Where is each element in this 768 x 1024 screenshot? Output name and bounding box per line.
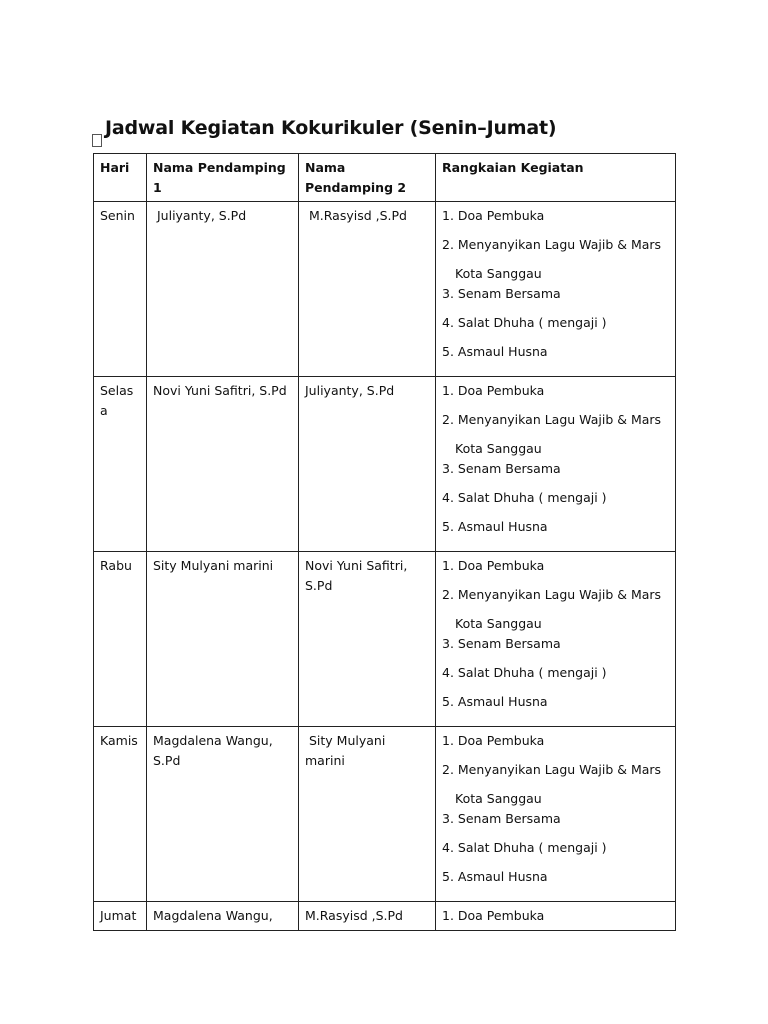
table-row — [94, 377, 676, 552]
companion-2-cell: M.Rasyisd ,S.Pd — [299, 202, 436, 377]
activity-item: 3. Senam Bersama — [442, 811, 561, 826]
activity-list — [442, 906, 669, 926]
activity-item: 1. Doa Pembuka — [442, 558, 545, 573]
day-cell: Senin — [94, 202, 147, 377]
unknown-glyph-icon — [92, 134, 102, 147]
activity-item: 2. Menyanyikan Lagu Wajib & Mars Kota Sanggau — [442, 762, 662, 806]
activity-item: 5. Asmaul Husna — [442, 694, 548, 709]
activity-item: 3. Senam Bersama — [442, 286, 561, 301]
companion-2-cell: M.Rasyisd ,S.Pd — [299, 902, 436, 931]
table-row — [94, 552, 676, 727]
activities-cell — [436, 727, 676, 902]
activity-item: 4. Salat Dhuha ( mengaji ) — [442, 490, 607, 505]
schedule-table — [93, 153, 676, 931]
header-activities: Rangkaian Kegiatan — [436, 154, 676, 202]
activity-item: 2. Menyanyikan Lagu Wajib & Mars Kota Sanggau — [442, 237, 662, 281]
companion-2-cell: Sity Mulyani marini — [299, 727, 436, 902]
title-text: Jadwal Kegiatan Kokurikuler (Senin–Jumat) — [105, 117, 557, 139]
activity-item: 4. Salat Dhuha ( mengaji ) — [442, 315, 607, 330]
header-day: Hari — [94, 154, 147, 202]
companion-1-cell: Sity Mulyani marini — [147, 552, 299, 727]
page-title — [92, 117, 556, 147]
activity-item: 2. Menyanyikan Lagu Wajib & Mars Kota Sanggau — [442, 412, 662, 456]
activity-item: 1. Doa Pembuka — [442, 383, 545, 398]
activity-item: 3. Senam Bersama — [442, 636, 561, 651]
activity-item: 1. Doa Pembuka — [442, 733, 545, 748]
companion-1-cell: Magdalena Wangu, S.Pd — [147, 727, 299, 902]
activity-item: 5. Asmaul Husna — [442, 869, 548, 884]
companion-2-cell: Novi Yuni Safitri, S.Pd — [299, 552, 436, 727]
day-cell: Selasa — [94, 377, 147, 552]
activity-item: 1. Doa Pembuka — [442, 908, 545, 923]
activity-list — [442, 381, 669, 546]
activity-list — [442, 731, 669, 896]
companion-1-cell: Novi Yuni Safitri, S.Pd — [147, 377, 299, 552]
day-cell: Jumat — [94, 902, 147, 931]
activity-item: 2. Menyanyikan Lagu Wajib & Mars Kota Sanggau — [442, 587, 662, 631]
table-header-row — [94, 154, 676, 202]
day-cell: Rabu — [94, 552, 147, 727]
activities-cell — [436, 377, 676, 552]
activities-cell — [436, 902, 676, 931]
day-cell: Kamis — [94, 727, 147, 902]
activity-item: 1. Doa Pembuka — [442, 208, 545, 223]
header-companion-2: Nama Pendamping 2 — [299, 154, 436, 202]
table-row — [94, 727, 676, 902]
companion-1-cell: Juliyanty, S.Pd — [147, 202, 299, 377]
activities-cell — [436, 202, 676, 377]
activity-list — [442, 556, 669, 721]
table-row — [94, 902, 676, 931]
activity-item: 4. Salat Dhuha ( mengaji ) — [442, 665, 607, 680]
activity-list — [442, 206, 669, 371]
activity-item: 3. Senam Bersama — [442, 461, 561, 476]
companion-2-cell: Juliyanty, S.Pd — [299, 377, 436, 552]
activity-item: 5. Asmaul Husna — [442, 519, 548, 534]
header-companion-1: Nama Pendamping 1 — [147, 154, 299, 202]
activity-item: 5. Asmaul Husna — [442, 344, 548, 359]
activities-cell — [436, 552, 676, 727]
table-row — [94, 202, 676, 377]
companion-1-cell: Magdalena Wangu, — [147, 902, 299, 931]
activity-item: 4. Salat Dhuha ( mengaji ) — [442, 840, 607, 855]
